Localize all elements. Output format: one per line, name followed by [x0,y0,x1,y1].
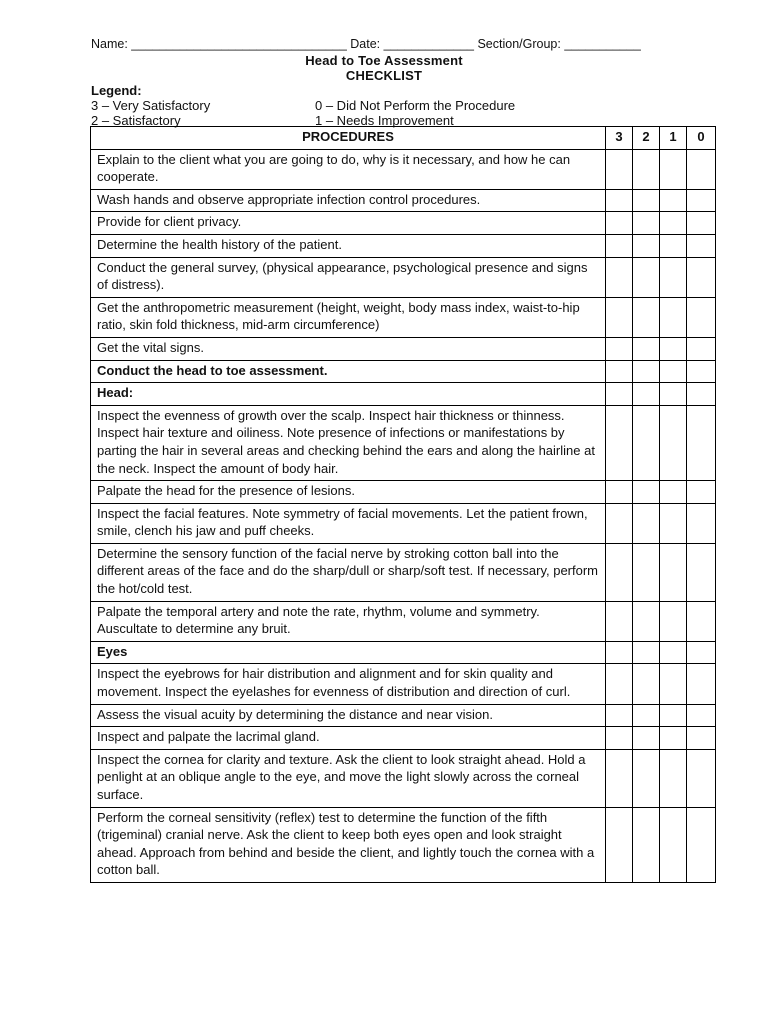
score-cell-0[interactable] [687,704,716,727]
table-row [91,234,716,257]
score-cell-2[interactable] [633,337,660,360]
legend-item-1: 1 – Needs Improvement [315,113,454,128]
procedure-text: Determine the health history of the patient. [91,234,606,257]
score-cell-1[interactable] [660,807,687,882]
score-cell-2[interactable] [633,189,660,212]
table-row [91,749,716,807]
score-cell-0[interactable] [687,641,716,664]
score-cell-2[interactable] [633,727,660,750]
score-cell-2[interactable] [633,405,660,480]
score-cell-0[interactable] [687,212,716,235]
score-cell-3[interactable] [606,704,633,727]
score-cell-0[interactable] [687,807,716,882]
score-cell-0[interactable] [687,664,716,704]
score-cell-1[interactable] [660,749,687,807]
score-cell-1[interactable] [660,601,687,641]
procedure-text: Head: [91,383,606,406]
header-score-3: 3 [606,127,633,150]
table-row [91,503,716,543]
table-row [91,664,716,704]
table-row [91,405,716,480]
score-cell-3[interactable] [606,212,633,235]
score-cell-1[interactable] [660,727,687,750]
score-cell-2[interactable] [633,749,660,807]
score-cell-1[interactable] [660,543,687,601]
score-cell-0[interactable] [687,337,716,360]
procedure-text: Inspect and palpate the lacrimal gland. [91,727,606,750]
table-row [91,641,716,664]
score-cell-3[interactable] [606,807,633,882]
score-cell-3[interactable] [606,749,633,807]
score-cell-1[interactable] [660,481,687,504]
score-cell-2[interactable] [633,664,660,704]
procedure-text: Inspect the eyebrows for hair distribution and alignment and for skin quality and movement. Inspect the eyelashes for evenness of distribution and direction of curl. [91,664,606,704]
score-cell-3[interactable] [606,337,633,360]
legend-item-0: 0 – Did Not Perform the Procedure [315,98,516,113]
score-cell-1[interactable] [660,337,687,360]
score-cell-3[interactable] [606,234,633,257]
score-cell-0[interactable] [687,257,716,297]
score-cell-3[interactable] [606,360,633,383]
score-cell-1[interactable] [660,234,687,257]
score-cell-0[interactable] [687,727,716,750]
procedure-text: Conduct the head to toe assessment. [91,360,606,383]
score-cell-2[interactable] [633,481,660,504]
score-cell-1[interactable] [660,664,687,704]
score-cell-2[interactable] [633,297,660,337]
score-cell-3[interactable] [606,405,633,480]
score-cell-3[interactable] [606,257,633,297]
score-cell-0[interactable] [687,360,716,383]
score-cell-2[interactable] [633,149,660,189]
procedure-text: Explain to the client what you are going to do, why is it necessary, and how he can cooperate. [91,149,606,189]
score-cell-1[interactable] [660,641,687,664]
table-row [91,481,716,504]
score-cell-3[interactable] [606,481,633,504]
header-score-0: 0 [687,127,716,150]
table-row [91,543,716,601]
procedure-text: Get the anthropometric measurement (height, weight, body mass index, waist-to-hip ratio, skin fold thickness, mid-arm circumference) [91,297,606,337]
score-cell-2[interactable] [633,503,660,543]
header-procedures: PROCEDURES [91,127,606,150]
score-cell-2[interactable] [633,807,660,882]
table-row [91,189,716,212]
procedure-text: Wash hands and observe appropriate infection control procedures. [91,189,606,212]
score-cell-2[interactable] [633,543,660,601]
score-cell-1[interactable] [660,257,687,297]
procedure-text: Determine the sensory function of the facial nerve by stroking cotton ball into the different areas of the face and do the sharp/dull or sharp/soft test. If necessary, perform the hot/cold test. [91,543,606,601]
score-cell-2[interactable] [633,234,660,257]
score-cell-1[interactable] [660,212,687,235]
score-cell-3[interactable] [606,601,633,641]
table-row [91,212,716,235]
score-cell-3[interactable] [606,641,633,664]
score-cell-1[interactable] [660,189,687,212]
legend-item-3: 3 – Very Satisfactory [91,98,211,113]
procedure-text: Eyes [91,641,606,664]
score-cell-2[interactable] [633,601,660,641]
table-row [91,727,716,750]
score-cell-2[interactable] [633,360,660,383]
score-cell-3[interactable] [606,664,633,704]
score-cell-3[interactable] [606,297,633,337]
score-cell-1[interactable] [660,149,687,189]
procedure-text: Provide for client privacy. [91,212,606,235]
score-cell-0[interactable] [687,189,716,212]
score-cell-0[interactable] [687,149,716,189]
name-date-section-line: Name: _______________________________ Date: _____________ Section/Group: ___________ [91,37,641,51]
document-subtitle: CHECKLIST [345,68,423,83]
procedure-text: Palpate the temporal artery and note the rate, rhythm, volume and symmetry. Auscultate to determine any bruit. [91,601,606,641]
table-row [91,360,716,383]
score-cell-0[interactable] [687,234,716,257]
score-cell-3[interactable] [606,503,633,543]
score-cell-1[interactable] [660,405,687,480]
table-row [91,383,716,406]
procedure-text: Inspect the evenness of growth over the scalp. Inspect hair thickness or thinness. Inspect hair texture and oiliness. Note presence of infections or manifestations by parting the hair in several areas and checking behind the ears and along the hairline at the neck. Inspect the amount of body hair. [91,405,606,480]
score-cell-0[interactable] [687,481,716,504]
table-row [91,807,716,882]
table-row [91,704,716,727]
procedure-text: Palpate the head for the presence of lesions. [91,481,606,504]
procedure-text: Inspect the cornea for clarity and texture. Ask the client to look straight ahead. Hold a penlight at an oblique angle to the eye, and move the light slowly across the corneal surface. [91,749,606,807]
score-cell-1[interactable] [660,704,687,727]
score-cell-0[interactable] [687,383,716,406]
legend-item-2: 2 – Satisfactory [91,113,181,128]
score-cell-0[interactable] [687,503,716,543]
procedure-text: Conduct the general survey, (physical appearance, psychological presence and signs of distress). [91,257,606,297]
header-score-2: 2 [633,127,660,150]
checklist-table [90,126,716,883]
score-cell-0[interactable] [687,297,716,337]
score-cell-3[interactable] [606,383,633,406]
score-cell-2[interactable] [633,641,660,664]
legend-title: Legend: [91,83,142,98]
table-header-row [91,127,716,150]
table-row [91,297,716,337]
score-cell-2[interactable] [633,704,660,727]
procedure-text: Get the vital signs. [91,337,606,360]
header-score-1: 1 [660,127,687,150]
score-cell-3[interactable] [606,189,633,212]
table-row [91,149,716,189]
table-row [91,601,716,641]
procedure-text: Inspect the facial features. Note symmetry of facial movements. Let the patient frown, smile, clench his jaw and puff cheeks. [91,503,606,543]
table-row [91,257,716,297]
score-cell-0[interactable] [687,749,716,807]
score-cell-0[interactable] [687,543,716,601]
score-cell-1[interactable] [660,360,687,383]
score-cell-2[interactable] [633,212,660,235]
score-cell-2[interactable] [633,383,660,406]
score-cell-0[interactable] [687,601,716,641]
score-cell-0[interactable] [687,405,716,480]
procedure-text: Perform the corneal sensitivity (reflex) test to determine the function of the fifth (trigeminal) cranial nerve. Ask the client to keep both eyes open and look straight ahead. Approach from behind and beside the client, and lightly touch the cornea with a cotton ball. [91,807,606,882]
score-cell-3[interactable] [606,149,633,189]
score-cell-1[interactable] [660,297,687,337]
score-cell-3[interactable] [606,727,633,750]
score-cell-1[interactable] [660,503,687,543]
procedure-text: Assess the visual acuity by determining the distance and near vision. [91,704,606,727]
score-cell-3[interactable] [606,543,633,601]
score-cell-2[interactable] [633,257,660,297]
table-row [91,337,716,360]
score-cell-1[interactable] [660,383,687,406]
document-title: Head to Toe Assessment [305,53,463,68]
